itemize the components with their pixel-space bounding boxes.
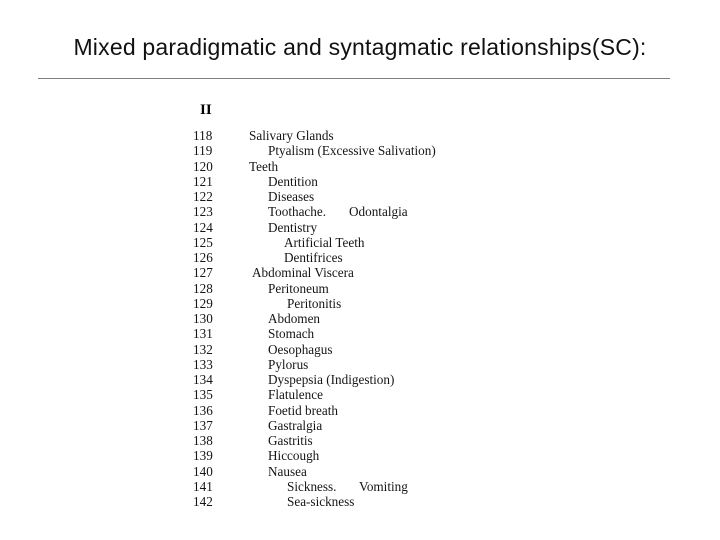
entry-number: 130 xyxy=(193,311,213,326)
entry-term: Gastritis xyxy=(268,433,313,448)
thesaurus-rows xyxy=(178,128,518,509)
entry-term: Sea-sickness xyxy=(287,494,355,509)
entry-term: Foetid breath xyxy=(268,402,338,418)
list-item xyxy=(178,159,518,174)
entry-term: Dyspepsia (Indigestion) xyxy=(268,372,395,387)
entry-number: 139 xyxy=(193,448,213,464)
entry-term: Pylorus xyxy=(268,356,309,372)
list-item xyxy=(178,143,518,158)
list-item xyxy=(178,387,518,402)
entry-synonym: Vomiting xyxy=(359,478,408,494)
list-item xyxy=(178,311,518,326)
entry-number: 129 xyxy=(193,295,213,311)
list-item xyxy=(178,342,518,357)
entry-term: Peritonitis xyxy=(287,295,342,311)
entry-term: Gastralgia xyxy=(268,417,323,433)
entry-term: Ptyalism (Excessive Salivation) xyxy=(268,143,436,159)
list-item xyxy=(178,464,518,479)
list-item xyxy=(178,265,518,280)
entry-number: 120 xyxy=(193,158,213,174)
entry-number: 133 xyxy=(193,356,213,372)
entry-number: 131 xyxy=(193,326,213,342)
entry-synonym: Odontalgia xyxy=(349,204,408,220)
list-item xyxy=(178,494,518,509)
list-item xyxy=(178,479,518,494)
entry-term: Dentistry xyxy=(268,219,318,235)
list-item xyxy=(178,204,518,219)
entry-term: Sickness. xyxy=(287,478,337,494)
entry-term: Oesophagus xyxy=(268,341,333,357)
entry-number: 127 xyxy=(193,265,213,281)
entry-number: 125 xyxy=(193,234,213,250)
list-item xyxy=(178,448,518,463)
list-item xyxy=(178,357,518,372)
entry-term: Artificial Teeth xyxy=(284,234,365,250)
entry-term: Flatulence xyxy=(268,387,323,403)
entry-term: Abdomen xyxy=(268,311,321,326)
entry-term: Nausea xyxy=(268,463,307,479)
entry-number: 119 xyxy=(193,143,213,159)
entry-term: Peritoneum xyxy=(268,280,329,296)
entry-term: Hiccough xyxy=(268,448,320,464)
list-item xyxy=(178,296,518,311)
entry-term: Diseases xyxy=(268,189,315,204)
entry-number: 141 xyxy=(193,478,213,494)
list-item xyxy=(178,174,518,189)
entry-term: Teeth xyxy=(249,158,279,174)
list-item xyxy=(178,189,518,204)
entry-number: 135 xyxy=(193,387,213,403)
list-item xyxy=(178,220,518,235)
entry-number: 134 xyxy=(193,372,213,387)
list-item xyxy=(178,281,518,296)
entry-term: Dentifrices xyxy=(284,250,343,265)
entry-number: 136 xyxy=(193,402,213,418)
entry-number: 132 xyxy=(193,341,213,357)
list-item xyxy=(178,433,518,448)
entry-term: Stomach xyxy=(268,326,315,342)
section-header: II xyxy=(200,102,212,118)
entry-number: 137 xyxy=(193,417,213,433)
entry-number: 124 xyxy=(193,219,213,235)
entry-term: Dentition xyxy=(268,173,318,189)
entry-number: 118 xyxy=(193,128,213,143)
title-divider xyxy=(38,78,670,79)
list-item xyxy=(178,372,518,387)
entry-number: 123 xyxy=(193,204,213,220)
entry-number: 128 xyxy=(193,280,213,296)
list-item xyxy=(178,403,518,418)
list-item xyxy=(178,326,518,341)
slide-title: Mixed paradigmatic and syntagmatic relationships(SC): xyxy=(73,34,647,60)
entry-term: Toothache. xyxy=(268,204,327,220)
entry-number: 140 xyxy=(193,463,213,479)
entry-term: Abdominal Viscera xyxy=(252,265,354,281)
entry-number: 122 xyxy=(193,189,213,204)
list-item xyxy=(178,250,518,265)
thesaurus-list xyxy=(178,101,518,521)
list-item xyxy=(178,235,518,250)
list-item xyxy=(178,418,518,433)
list-item xyxy=(178,128,518,143)
entry-number: 126 xyxy=(193,250,213,265)
entry-term: Salivary Glands xyxy=(249,128,334,143)
entry-number: 121 xyxy=(193,173,213,189)
entry-number: 142 xyxy=(193,494,213,509)
entry-number: 138 xyxy=(193,433,213,448)
